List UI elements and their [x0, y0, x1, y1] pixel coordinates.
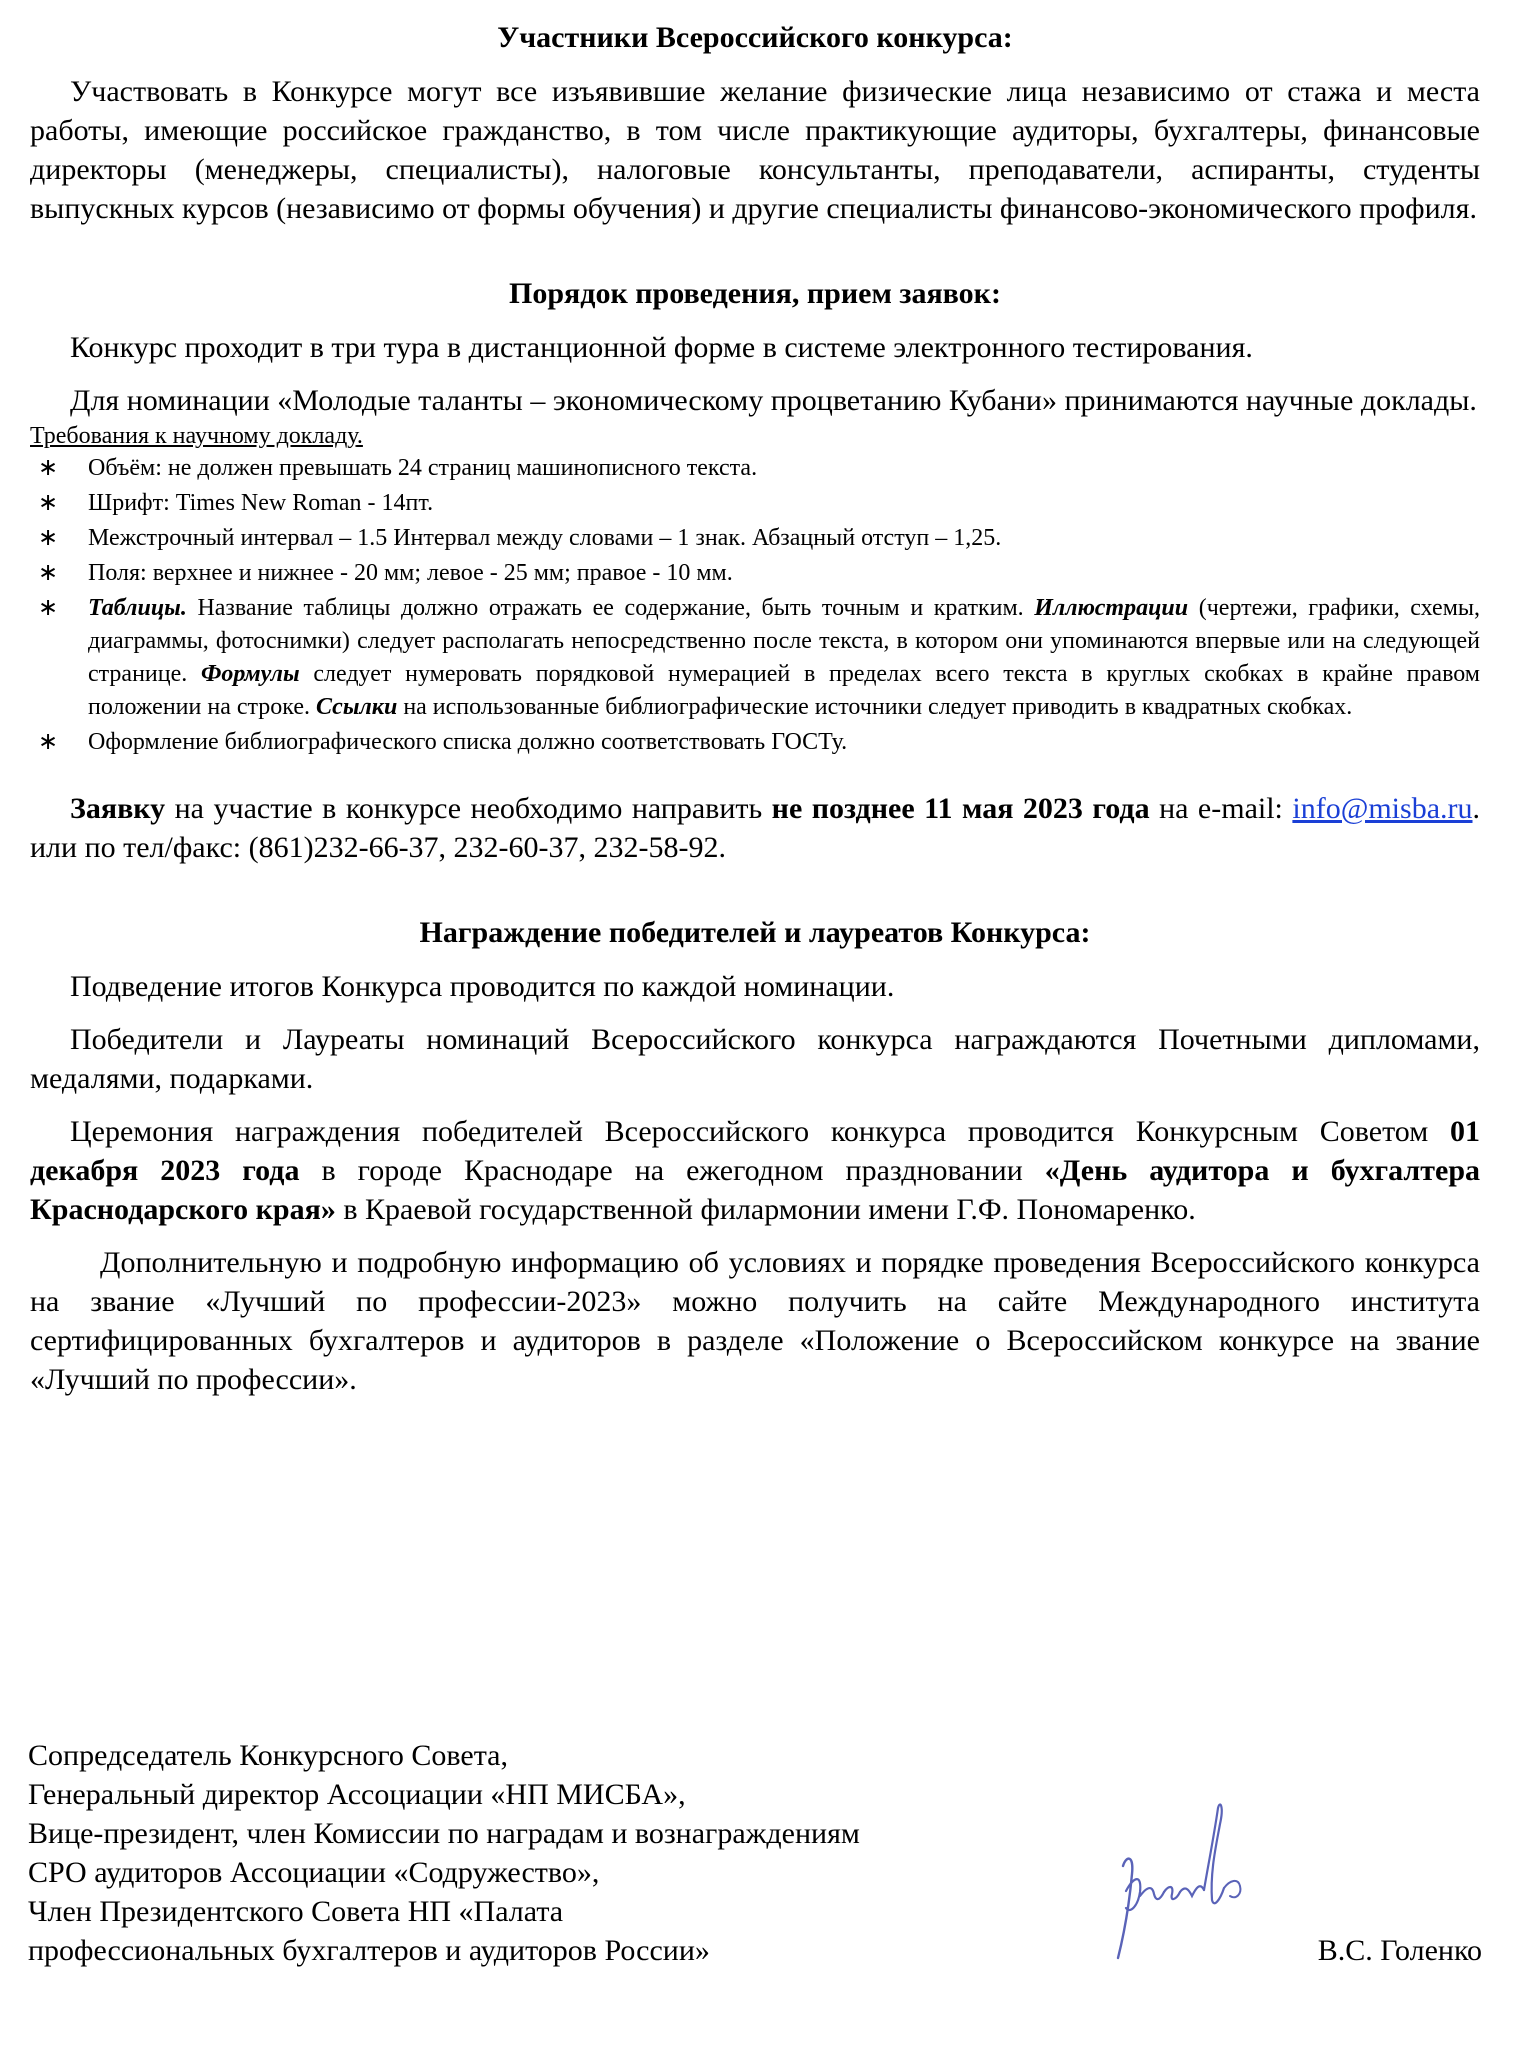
signatory-line: Сопредседатель Конкурсного Совета,	[28, 1739, 508, 1772]
bullet-icon: ∗	[38, 560, 59, 586]
signature-block	[28, 1736, 1488, 1966]
participants-text: Участвовать в Конкурсе могут все изъявившие желание физические лица независимо от стажа и места работы, имеющие российское гражданство, в том числе практикующие аудиторы, бухгалтеры, финансовые директоры (менеджеры, специалисты), налоговые консультанты, преподаватели, аспиранты, студенты выпускных курсов (независимо от формы обучения) и другие специалисты финансово-экономического профиля.	[30, 75, 1480, 225]
list-item-formatting-rules: ∗ Таблицы. Название таблицы должно отражать ее содержание, быть точным и кратким. Иллюстрации (чертежи, графики, схемы, диаграммы, фотоснимки) следует располагать непосредственно после текста, в котором они упоминаются впервые или на следующей странице. Формулы следует нумеровать порядковой нумерацией в пределах всего текста в круглых скобках в крайне правом положении на строке. Ссылки на использованные библиографические источники следует приводить в квадратных скобках.	[30, 592, 1480, 724]
signatory-line: Генеральный директор Ассоциации «НП МИСБА»,	[28, 1778, 686, 1811]
signatory-line: Член Президентского Совета НП «Палата	[28, 1895, 564, 1928]
list-item: ∗ Шрифт: Times New Roman - 14пт.	[30, 487, 1480, 520]
document-page	[30, 18, 1480, 1399]
bullet-icon: ∗	[38, 729, 59, 755]
email-link[interactable]: info@misba.ru	[1292, 792, 1473, 825]
signatory-line: профессиональных бухгалтеров и аудиторов России»	[28, 1934, 710, 1967]
list-item: ∗ Объём: не должен превышать 24 страниц машинописного текста.	[30, 452, 1480, 485]
bullet-icon: ∗	[38, 595, 59, 621]
requirements-list	[30, 452, 1480, 759]
signatory-titles	[28, 1736, 1488, 1970]
bullet-icon: ∗	[38, 490, 59, 516]
application-paragraph: Заявку на участие в конкурсе необходимо направить не позднее 11 мая 2023 года на e-mail: info@misba.ru. или по тел/факс: (861)232-66-37, 232-60-37, 232-58-92.	[30, 792, 1480, 864]
participants-heading: Участники Всероссийского конкурса:	[497, 21, 1013, 54]
signatory-line: Вице-президент, член Комиссии по наградам и вознаграждениям	[28, 1817, 860, 1850]
awards-paragraph-4: Дополнительную и подробную информацию об условиях и порядке проведения Всероссийского конкурса на звание «Лучший по профессии-2023» можно получить на сайте Международного института сертифицированных бухгалтеров и аудиторов в разделе «Положение о Всероссийском конкурсе на звание «Лучший по профессии».	[30, 1246, 1480, 1396]
awards-paragraph-1: Подведение итогов Конкурса проводится по каждой номинации.	[70, 970, 895, 1003]
list-item: ∗ Оформление библиографического списка должно соответствовать ГОСТу.	[30, 726, 1480, 759]
list-item: ∗ Поля: верхнее и нижнее - 20 мм; левое - 25 мм; правое - 10 мм.	[30, 557, 1480, 590]
application-deadline: не позднее 11 мая 2023 года	[771, 792, 1150, 825]
procedure-paragraph-1: Конкурс проходит в три тура в дистанционной форме в системе электронного тестирования.	[70, 331, 1253, 364]
bullet-icon: ∗	[38, 525, 59, 551]
procedure-heading: Порядок проведения, прием заявок:	[509, 277, 1001, 310]
bullet-icon: ∗	[38, 455, 59, 481]
signatory-line: СРО аудиторов Ассоциации «Содружество»,	[28, 1856, 600, 1889]
procedure-paragraph-2: Для номинации «Молодые таланты – экономическому процветанию Кубани» принимаются научные доклады.	[70, 384, 1477, 417]
awards-paragraph-2: Победители и Лауреаты номинаций Всероссийского конкурса награждаются Почетными дипломами, медалями, подарками.	[30, 1023, 1480, 1095]
signatory-name: В.С. Голенко	[1317, 1934, 1482, 1967]
awards-heading: Награждение победителей и лауреатов Конкурса:	[419, 916, 1091, 949]
requirements-title: Требования к научному докладу.	[30, 423, 363, 449]
awards-paragraph-3: Церемония награждения победителей Всероссийского конкурса проводится Конкурсным Советом 01 декабря 2023 года в городе Краснодаре на ежегодном праздновании «День аудитора и бухгалтера Краснодарского края» в Краевой государственной филармонии имени Г.Ф. Пономаренко.	[30, 1115, 1481, 1226]
handwritten-signature	[1068, 1796, 1268, 1966]
list-item: ∗ Межстрочный интервал – 1.5 Интервал между словами – 1 знак. Абзацный отступ – 1,25.	[30, 522, 1480, 555]
